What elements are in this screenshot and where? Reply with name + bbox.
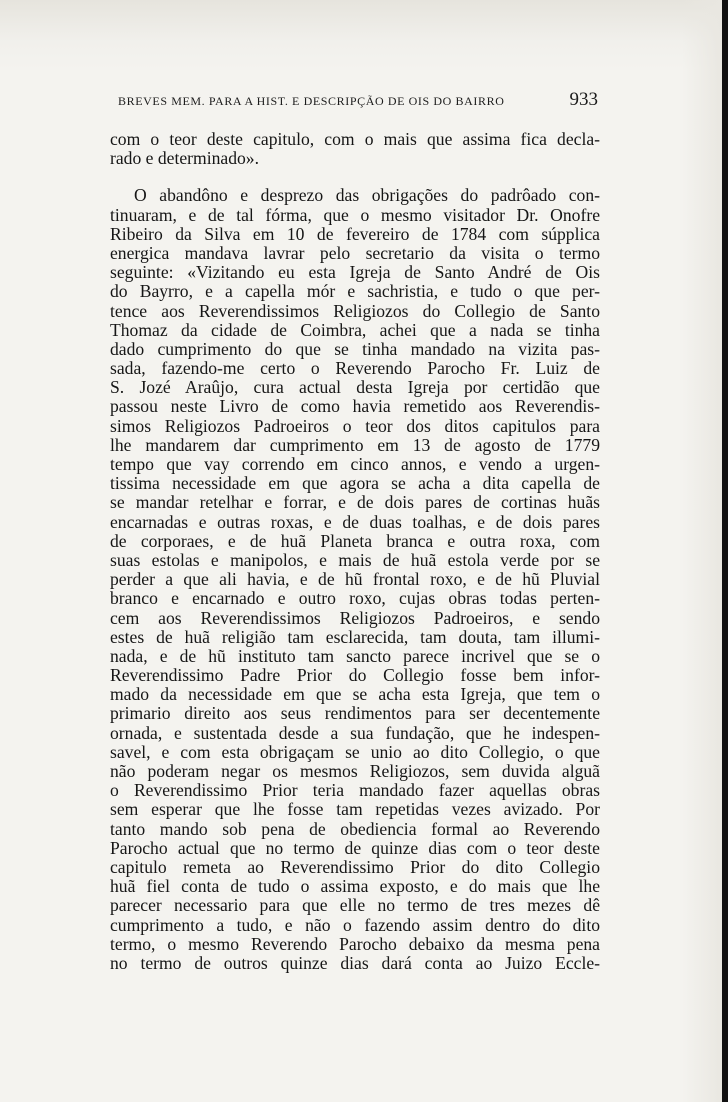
paragraph-gap	[110, 168, 600, 186]
scan-shadow-top	[0, 0, 728, 70]
text-line: energica mandava lavrar pelo secretario da visita o termo	[110, 242, 600, 263]
text-line: tanto mando sob pena de obediencia formal ao Reverendo	[110, 818, 600, 839]
text-line: Reverendissimo Padre Prior do Collegio fosse bem infor-	[110, 665, 600, 686]
text-line: do Bayrro, e a capella mór e sachristia, e tudo o que per-	[110, 281, 600, 302]
text-line: tence aos Reverendissimos Religiozos do Collegio de Santo	[110, 300, 600, 321]
text-line: tempo que vay correndo em cinco annos, e vendo a urgen-	[110, 454, 600, 474]
text-line: encarnadas e outras roxas, e de duas toalhas, e de dois pares	[110, 511, 600, 532]
text-line: tinuaram, e de tal fórma, que o mesmo visitador Dr. Onofre	[110, 204, 600, 225]
text-line: não poderam negar os mesmos Religiozos, sem duvida alguã	[110, 761, 600, 781]
text-line: se mandar retelhar e forrar, e de dois pares de cortinas huãs	[110, 492, 600, 513]
page-number: 933	[569, 89, 598, 110]
text-line: huã fiel conta de tudo o assima exposto, e do mais que lhe	[110, 876, 600, 897]
text-line: de corporaes, e de huã Planeta branca e outra roxa, com	[110, 530, 600, 551]
body-text	[110, 130, 600, 973]
text-line: no termo de outros quinze dias dará conta ao Juizo Eccle-	[110, 952, 600, 973]
text-line: lhe mandarem dar cumprimento em 13 de agosto de 1779	[110, 434, 600, 455]
text-line: O abandôno e desprezo das obrigações do padrôado con-	[134, 185, 600, 206]
text-line: tissima necessidade em que agora se acha a dita capella de	[110, 473, 600, 494]
text-line: Parocho actual que no termo de quinze dias com o teor deste	[110, 837, 600, 858]
text-line: primario direito aos seus rendimentos para ser decentemente	[110, 703, 600, 724]
text-line: seguinte: «Vizitando eu esta Igreja de Santo André de Ois	[110, 262, 600, 283]
text-line: cem aos Reverendissimos Religiozos Padroeiros, e sendo	[110, 607, 600, 628]
text-line: dado cumprimento do que se tinha mandado na vizita pas-	[110, 338, 600, 359]
text-line: mado da necessidade em que se acha esta Igreja, que tem o	[110, 684, 600, 705]
text-line: cumprimento a tudo, e não o fazendo assim dentro do dito	[110, 914, 600, 935]
text-line: sada, fazendo-me certo o Reverendo Parocho Fr. Luiz de	[110, 358, 600, 379]
text-line: perder a que ali havia, e de hũ frontal roxo, e de hũ Pluvial	[110, 569, 600, 590]
text-line: sem esperar que lhe fosse tam repetidas vezes avizado. Por	[110, 799, 600, 820]
scan-shadow-right	[682, 0, 722, 1102]
text-line: suas estolas e manipolos, e mais de huã estola verde por se	[110, 549, 600, 570]
running-title: BREVES MEM. PARA A HIST. E DESCRIPÇÃO DE OIS DO BAIRRO	[118, 94, 505, 108]
running-header	[118, 89, 598, 116]
text-line: rado e determinado».	[110, 148, 259, 169]
text-line: nada, e de hũ instituto tam sancto parece incrivel que se o	[110, 645, 600, 666]
text-line: parecer necessario para que elle no termo de tres mezes dê	[110, 895, 600, 916]
text-line: simos Religiozos Padroeiros o teor dos ditos capitulos para	[110, 415, 600, 436]
text-line: Thomaz da cidade de Coimbra, achei que a nada se tinha	[110, 319, 600, 340]
text-line: estes de huã religião tam esclarecida, tam douta, tam illumi-	[110, 626, 600, 647]
text-line: branco e encarnado e outro roxo, cujas obras todas perten-	[110, 588, 600, 609]
text-line: Ribeiro da Silva em 10 de fevereiro de 1784 com súpplica	[110, 223, 600, 244]
text-line: S. Jozé Araûjo, cura actual desta Igreja por certidão que	[110, 377, 600, 398]
text-line: termo, o mesmo Reverendo Parocho debaixo da mesma pena	[110, 933, 600, 954]
text-line: com o teor deste capitulo, com o mais que assima fica decla-	[110, 129, 600, 149]
text-line: passou neste Livro de como havia remetido aos Reverendis-	[110, 396, 600, 417]
text-line: ornada, e sustentada desde a sua fundação, que he indespen-	[110, 722, 600, 743]
text-line: capitulo remeta ao Reverendissimo Prior do dito Collegio	[110, 856, 600, 877]
text-line: o Reverendissimo Prior teria mandado fazer aquellas obras	[110, 780, 600, 801]
text-line: savel, e com esta obrigaçam se unio ao dito Collegio, o que	[110, 741, 600, 762]
